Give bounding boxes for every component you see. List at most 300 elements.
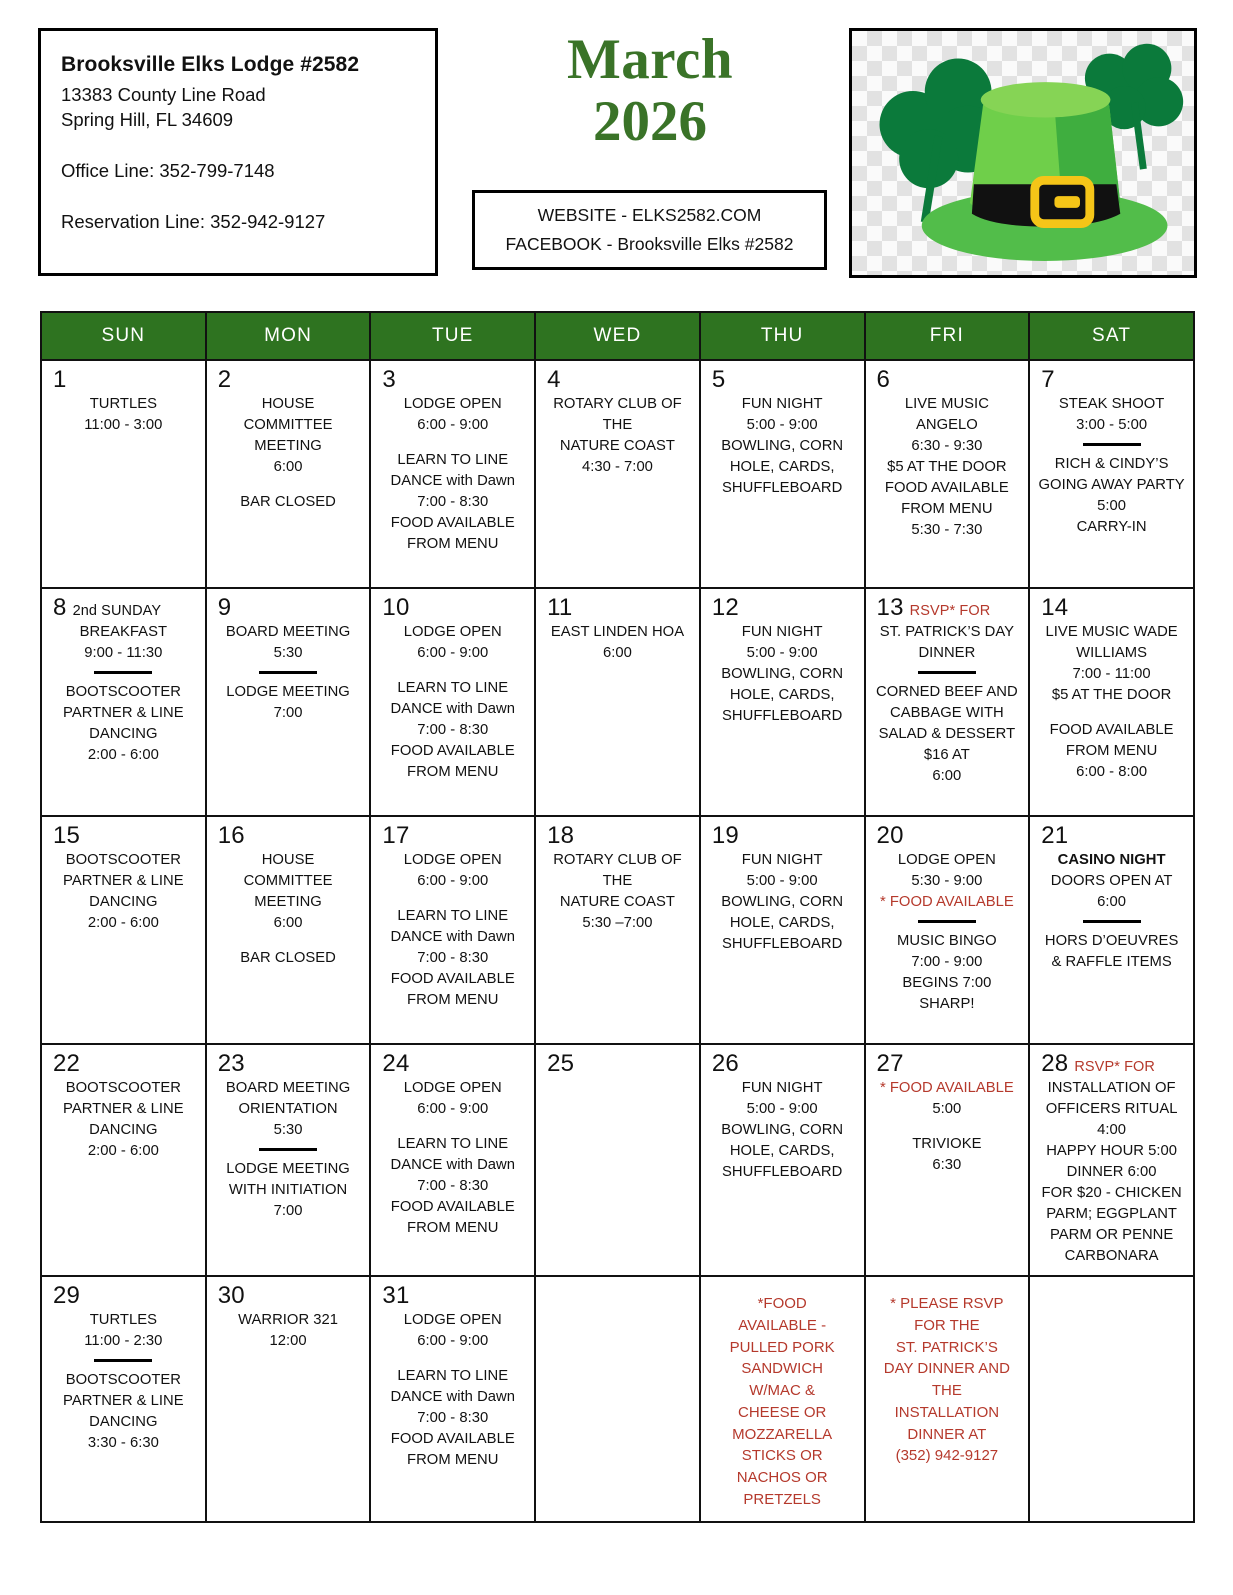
day-number: 4 [547, 366, 561, 393]
event-line: 11:00 - 2:30 [84, 1333, 163, 1349]
footnote-note [705, 1284, 860, 1511]
event-line: LIVE MUSIC [904, 396, 989, 412]
calendar-day-cell[interactable] [41, 360, 206, 588]
event-line: LEARN TO LINE [397, 1368, 509, 1384]
event-line: CORNED BEEF AND [876, 684, 1018, 700]
event-line: CABBAGE WITH [890, 705, 1004, 721]
day-number: 28 [1041, 1050, 1069, 1077]
lodge-address-line-1: 13383 County Line Road [61, 84, 266, 105]
event-line: MEETING [254, 894, 322, 910]
lodge-address-line-2: Spring Hill, FL 34609 [61, 109, 234, 131]
event-line: COMMITTEE [243, 873, 333, 889]
day-number: 27 [876, 1050, 904, 1077]
event-line: LEARN TO LINE [397, 908, 509, 924]
event-divider-rule [259, 671, 317, 674]
event-line: 2:00 - 6:00 [87, 1143, 159, 1159]
calendar-week-row [41, 1276, 1194, 1522]
day-events [211, 622, 366, 724]
event-line: ROTARY CLUB OF [553, 852, 682, 868]
footnote-line: SANDWICH [741, 1360, 823, 1378]
event-line: FOOD AVAILABLE [390, 515, 515, 531]
event-line: LODGE OPEN [403, 852, 502, 868]
event-line: * FOOD AVAILABLE [879, 1080, 1014, 1096]
day-number-row [211, 1284, 366, 1308]
day-events [1034, 622, 1189, 783]
day-events [870, 394, 1025, 541]
event-divider-rule [1083, 920, 1141, 923]
day-number: 1 [53, 366, 67, 393]
calendar-empty-cell[interactable] [535, 1276, 700, 1522]
event-line: 5:00 - 9:00 [746, 1101, 818, 1117]
event-line: OFFICERS RITUAL [1045, 1101, 1178, 1117]
event-line: 5:30 - 7:30 [911, 522, 983, 538]
day-number: 17 [382, 822, 410, 849]
event-line: FOOD AVAILABLE [390, 971, 515, 987]
calendar-day-cell[interactable] [41, 588, 206, 816]
event-line: CARRY-IN [1076, 519, 1147, 535]
weekday-header-mon: MON [206, 312, 371, 360]
event-line: 6:30 - 9:30 [911, 438, 983, 454]
calendar-day-cell[interactable] [865, 1044, 1030, 1276]
weekday-header-sun: SUN [41, 312, 206, 360]
event-line: 5:00 - 9:00 [746, 417, 818, 433]
day-rsvp-note: RSVP* FOR [909, 603, 991, 619]
leprechaun-hat-shamrocks-icon [852, 31, 1194, 277]
calendar-day-cell[interactable] [865, 588, 1030, 816]
day-events [211, 1310, 366, 1352]
day-events [211, 394, 366, 513]
event-line: PARTNER & LINE [63, 705, 184, 721]
web-contact-box [472, 190, 827, 270]
event-line: COMMITTEE [243, 417, 333, 433]
event-line: HOLE, CARDS, [729, 915, 835, 931]
event-line: HAPPY HOUR 5:00 [1046, 1143, 1177, 1159]
footnote-line: INSTALLATION [894, 1403, 1000, 1421]
calendar-day-cell[interactable] [206, 588, 371, 816]
event-line: LODGE OPEN [403, 1312, 502, 1328]
spacer [61, 183, 435, 209]
day-number-row [211, 1052, 366, 1076]
event-line: FROM MENU [407, 1452, 499, 1468]
event-line: FROM MENU [407, 1220, 499, 1236]
event-line: BOWLING, CORN [721, 666, 844, 682]
day-number: 23 [217, 1050, 245, 1077]
footnote-line: STICKS OR [741, 1447, 823, 1465]
day-events [375, 1310, 530, 1471]
event-spacer [375, 436, 530, 450]
event-divider-rule [918, 671, 976, 674]
weekday-header-fri: FRI [865, 312, 1030, 360]
footnote-line: (352) 942-9127 [895, 1447, 999, 1465]
event-line: 7:00 - 8:30 [417, 722, 489, 738]
day-number-row [705, 1052, 860, 1076]
event-line: DANCE with Dawn [390, 473, 515, 489]
day-events [870, 850, 1025, 1015]
calendar-day-cell[interactable] [206, 1044, 371, 1276]
day-number-row [46, 368, 201, 392]
calendar-week-row [41, 1044, 1194, 1276]
calendar-empty-cell[interactable] [865, 1276, 1030, 1522]
calendar-day-cell[interactable] [370, 1276, 535, 1522]
event-divider-rule [94, 1359, 152, 1362]
calendar-week-row [41, 816, 1194, 1044]
calendar-day-cell[interactable] [370, 1044, 535, 1276]
calendar-day-cell[interactable] [865, 360, 1030, 588]
event-line: * FOOD AVAILABLE [879, 894, 1014, 910]
event-spacer [211, 478, 366, 492]
calendar-day-cell[interactable] [1029, 816, 1194, 1044]
calendar-day-cell[interactable] [700, 588, 865, 816]
event-spacer [870, 1120, 1025, 1134]
calendar-day-cell[interactable] [41, 1276, 206, 1522]
day-number: 31 [382, 1282, 410, 1309]
weekday-header-thu: THU [700, 312, 865, 360]
event-line: LODGE OPEN [403, 396, 502, 412]
event-line: 4:00 [1097, 1122, 1127, 1138]
day-number-row [46, 596, 201, 620]
event-line: 5:30 [273, 1122, 303, 1138]
calendar-day-cell[interactable] [865, 816, 1030, 1044]
calendar-day-cell[interactable] [370, 816, 535, 1044]
event-line: BOWLING, CORN [721, 1122, 844, 1138]
day-number: 6 [876, 366, 891, 393]
day-number-row [870, 824, 1025, 848]
day-events [540, 622, 695, 664]
day-inline-note: 2nd SUNDAY [72, 603, 162, 619]
calendar-day-cell[interactable] [41, 1044, 206, 1276]
day-number-row [1034, 368, 1189, 392]
calendar-day-cell[interactable] [535, 1044, 700, 1276]
day-number: 30 [217, 1282, 245, 1309]
event-line: NATURE COAST [559, 438, 675, 454]
facebook-line: FACEBOOK - Brooksville Elks #2582 [505, 234, 794, 254]
event-line: 2:00 - 6:00 [87, 915, 159, 931]
calendar-week-row [41, 588, 1194, 816]
event-line: WARRIOR 321 [238, 1312, 339, 1328]
footnote-line: DAY DINNER AND [883, 1360, 1010, 1378]
day-number: 20 [876, 822, 904, 849]
calendar-day-cell[interactable] [700, 360, 865, 588]
day-events [375, 622, 530, 783]
day-number-row [540, 368, 695, 392]
calendar-day-cell[interactable] [41, 816, 206, 1044]
day-events [211, 850, 366, 969]
calendar-day-cell[interactable] [1029, 588, 1194, 816]
event-line: PARTNER & LINE [63, 1101, 184, 1117]
event-line: DANCING [89, 1414, 158, 1430]
event-line: BOWLING, CORN [721, 894, 844, 910]
day-number-row [870, 1052, 1025, 1076]
event-line: $16 AT [923, 747, 970, 763]
day-events [540, 394, 695, 478]
event-line: LODGE MEETING [226, 1161, 350, 1177]
event-line: WILLIAMS [1076, 645, 1148, 661]
weekday-header-tue: TUE [370, 312, 535, 360]
calendar-day-cell[interactable] [206, 1276, 371, 1522]
day-number: 3 [382, 366, 396, 393]
day-events [705, 850, 860, 955]
day-number-row [705, 368, 860, 392]
calendar-day-cell[interactable] [370, 588, 535, 816]
event-line: FOOD AVAILABLE [1049, 722, 1174, 738]
event-line: FROM MENU [407, 536, 499, 552]
event-line: MEETING [254, 438, 322, 454]
event-line: FROM MENU [1065, 743, 1158, 759]
footnote-line: FOR THE [914, 1316, 980, 1334]
weekday-header-wed: WED [535, 312, 700, 360]
day-number: 9 [217, 594, 232, 621]
calendar-empty-cell[interactable] [700, 1276, 865, 1522]
day-number-row [46, 824, 201, 848]
event-line: BOWLING, CORN [721, 438, 844, 454]
day-number-row [540, 1052, 695, 1076]
event-line: LODGE OPEN [897, 852, 996, 868]
event-line: SHUFFLEBOARD [722, 1164, 843, 1180]
footnote-line: * PLEASE RSVP [890, 1295, 1004, 1312]
page-title [455, 30, 845, 154]
weekday-header-row [41, 312, 1194, 360]
day-number: 18 [547, 822, 575, 849]
day-events [1034, 1078, 1189, 1267]
event-line: NATURE COAST [559, 894, 675, 910]
event-line: MUSIC BINGO [897, 933, 997, 949]
event-line: 5:00 [932, 1101, 962, 1117]
event-line: 7:00 - 8:30 [417, 1410, 489, 1426]
event-line: DINNER [918, 645, 976, 661]
event-line: BEGINS 7:00 [902, 975, 992, 991]
day-number: 24 [382, 1050, 410, 1077]
event-line: LODGE OPEN [403, 624, 502, 640]
event-line: BOARD MEETING [225, 1080, 351, 1096]
event-line: BOOTSCOOTER [65, 684, 182, 700]
calendar-day-cell[interactable] [370, 360, 535, 588]
event-line: TRIVIOKE [912, 1136, 982, 1152]
event-line: 12:00 [269, 1333, 307, 1349]
calendar-day-cell[interactable] [1029, 360, 1194, 588]
event-line: 7:00 - 8:30 [417, 494, 489, 510]
event-line: 6:00 - 9:00 [417, 873, 489, 889]
day-number: 29 [53, 1282, 81, 1309]
day-number-row [870, 368, 1025, 392]
event-line: LEARN TO LINE [397, 680, 509, 696]
event-line: ANGELO [915, 417, 978, 433]
event-spacer [375, 892, 530, 906]
event-line: FOOD AVAILABLE [884, 480, 1009, 496]
event-line: 11:00 - 3:00 [84, 417, 163, 433]
day-number-row [46, 1052, 201, 1076]
calendar-body [41, 360, 1194, 1522]
calendar-day-cell[interactable] [206, 816, 371, 1044]
event-line: DINNER 6:00 [1066, 1164, 1157, 1180]
event-line: HOUSE [261, 396, 315, 412]
calendar-day-cell[interactable] [206, 360, 371, 588]
event-line: THE [602, 873, 633, 889]
event-line: SHARP! [919, 996, 975, 1012]
event-line: 3:00 - 5:00 [1076, 417, 1148, 433]
event-line: 3:30 - 6:30 [87, 1435, 159, 1451]
footnote-line: THE [931, 1382, 962, 1399]
lodge-info-box [38, 28, 438, 276]
event-line: 6:00 - 9:00 [417, 417, 489, 433]
event-line: THE [602, 417, 633, 433]
calendar-day-cell[interactable] [1029, 1044, 1194, 1276]
event-line: 5:00 - 9:00 [746, 645, 818, 661]
day-number-row [211, 368, 366, 392]
day-events [705, 622, 860, 727]
day-number: 22 [53, 1050, 81, 1077]
day-number-row [46, 1284, 201, 1308]
lodge-reservation-line: Reservation Line: 352-942-9127 [61, 211, 326, 233]
event-spacer [375, 664, 530, 678]
event-line: 5:30 - 9:00 [911, 873, 983, 889]
event-line: 6:00 [273, 459, 303, 475]
event-line: $5 AT THE DOOR [887, 459, 1007, 475]
day-number: 21 [1041, 822, 1069, 849]
day-number: 15 [53, 822, 81, 849]
event-line: FROM MENU [407, 764, 499, 780]
website-line: WEBSITE - ELKS2582.COM [537, 205, 762, 225]
footnote-line: W/MAC & [749, 1382, 816, 1399]
event-line: 7:00 - 8:30 [417, 1178, 489, 1194]
event-line: GOING AWAY PARTY [1038, 477, 1185, 493]
event-line: LEARN TO LINE [397, 452, 509, 468]
event-line: INSTALLATION OF [1047, 1080, 1176, 1096]
event-line: 7:00 - 8:30 [417, 950, 489, 966]
footnote-line: ST. PATRICK’S [895, 1338, 998, 1356]
calendar-day-cell[interactable] [700, 816, 865, 1044]
day-number: 10 [382, 594, 410, 621]
event-line: 6:00 [932, 768, 962, 784]
day-events [870, 622, 1025, 787]
event-divider-rule [918, 920, 976, 923]
event-line: FUN NIGHT [741, 852, 823, 868]
event-line: BAR CLOSED [240, 950, 336, 966]
calendar-day-cell[interactable] [535, 588, 700, 816]
day-number-row [211, 824, 366, 848]
event-line: RICH & CINDY’S [1054, 456, 1169, 472]
event-line: ORIENTATION [238, 1101, 338, 1117]
event-line: STEAK SHOOT [1058, 396, 1165, 412]
footnote-line: NACHOS OR [736, 1469, 828, 1486]
day-number: 2 [217, 366, 232, 393]
year-title: 2026 [593, 89, 707, 153]
day-number-row [211, 596, 366, 620]
day-events [46, 622, 201, 766]
event-line: BOOTSCOOTER [65, 1080, 182, 1096]
calendar-week-row [41, 360, 1194, 588]
month-title: March [566, 28, 734, 91]
day-number-row [1034, 824, 1189, 848]
event-line: ROTARY CLUB OF [553, 396, 682, 412]
event-line: BOARD MEETING [225, 624, 351, 640]
day-number-row [1034, 596, 1189, 620]
lodge-office-line: Office Line: 352-799-7148 [61, 160, 275, 182]
event-line: SHUFFLEBOARD [722, 936, 843, 952]
footnote-line: CHEESE OR [737, 1403, 827, 1421]
calendar-day-cell[interactable] [535, 816, 700, 1044]
event-line: FOOD AVAILABLE [390, 1431, 515, 1447]
footnote-line: MOZZARELLA [732, 1425, 833, 1443]
day-number-row [540, 596, 695, 620]
event-line: EAST LINDEN HOA [550, 624, 685, 640]
event-line: 7:00 - 11:00 [1072, 666, 1151, 682]
day-number: 26 [711, 1050, 739, 1077]
spacer [61, 132, 435, 158]
day-number: 16 [217, 822, 245, 849]
day-number-row [375, 1284, 530, 1308]
event-line: WITH INITIATION [228, 1182, 348, 1198]
event-line: BOOTSCOOTER [65, 1372, 182, 1388]
event-line: FOOD AVAILABLE [390, 1199, 515, 1215]
event-line: PARTNER & LINE [63, 873, 184, 889]
day-events [46, 394, 201, 436]
event-spacer [375, 1120, 530, 1134]
lodge-name: Brooksville Elks Lodge #2582 [61, 53, 360, 76]
calendar-day-cell[interactable] [700, 1044, 865, 1276]
day-events [375, 850, 530, 1011]
event-line: CASINO NIGHT [1057, 852, 1166, 868]
event-line: FUN NIGHT [741, 396, 823, 412]
event-divider-rule [259, 1148, 317, 1151]
event-line: BOOTSCOOTER [65, 852, 182, 868]
event-line: 7:00 - 9:00 [911, 954, 983, 970]
event-line: 4:30 - 7:00 [581, 459, 653, 475]
event-line: BAR CLOSED [240, 494, 336, 510]
event-line: 2:00 - 6:00 [87, 747, 159, 763]
event-line: 6:00 [273, 915, 303, 931]
day-number-row [1034, 1052, 1189, 1076]
event-line: DANCE with Dawn [390, 1157, 515, 1173]
event-line: PARM; EGGPLANT [1046, 1206, 1177, 1222]
footnote-line: DINNER AT [907, 1425, 987, 1443]
event-line: FUN NIGHT [741, 1080, 823, 1096]
event-line: LEARN TO LINE [397, 1136, 509, 1152]
day-events [540, 850, 695, 934]
event-line: FOR $20 - CHICKEN [1041, 1185, 1182, 1201]
day-events [870, 1078, 1025, 1176]
day-events [375, 394, 530, 555]
event-spacer [211, 934, 366, 948]
event-divider-rule [1083, 443, 1141, 446]
event-spacer [375, 1352, 530, 1366]
day-events [46, 850, 201, 934]
event-line: SALAD & DESSERT [878, 726, 1016, 742]
day-number-row [705, 596, 860, 620]
day-number: 11 [547, 594, 573, 621]
day-events [705, 1078, 860, 1183]
weekday-header-sat: SAT [1029, 312, 1194, 360]
day-events [46, 1310, 201, 1454]
event-line: DANCE with Dawn [390, 1389, 515, 1405]
event-line: BREAKFAST [79, 624, 168, 640]
event-line: $5 AT THE DOOR [1051, 687, 1172, 703]
event-line: PARM OR PENNE [1049, 1227, 1174, 1243]
calendar-day-cell[interactable] [535, 360, 700, 588]
event-line: SHUFFLEBOARD [722, 708, 843, 724]
day-number: 8 [53, 594, 67, 621]
event-line: 5:00 - 9:00 [746, 873, 818, 889]
footnote-line: PRETZELS [743, 1490, 821, 1508]
event-line: FROM MENU [901, 501, 993, 517]
event-line: LODGE OPEN [403, 1080, 502, 1096]
holiday-artwork-box [849, 28, 1197, 278]
calendar-empty-cell[interactable] [1029, 1276, 1194, 1522]
event-line: & RAFFLE ITEMS [1051, 954, 1172, 970]
event-line: 7:00 [273, 1203, 303, 1219]
footnote-note [870, 1284, 1025, 1467]
event-line: 7:00 [273, 705, 303, 721]
event-line: FROM MENU [407, 992, 499, 1008]
